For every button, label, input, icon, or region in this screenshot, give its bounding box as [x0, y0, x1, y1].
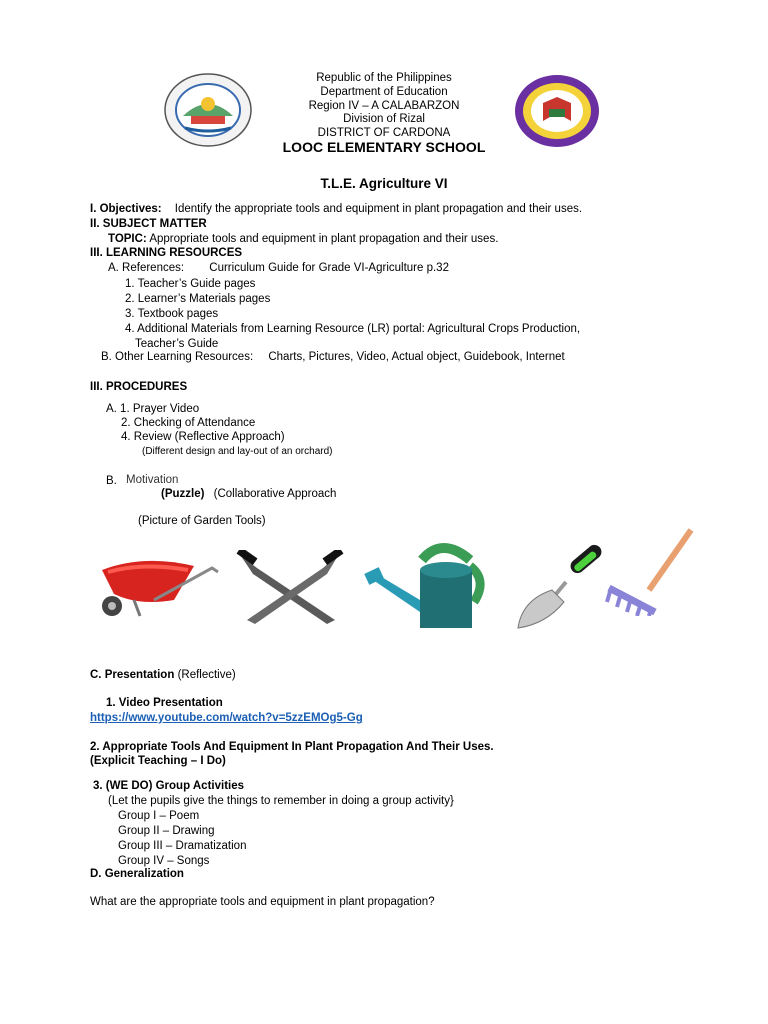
- objectives-label: I. Objectives:: [90, 203, 162, 215]
- procedure-item: 2. Checking of Attendance: [121, 417, 256, 429]
- watering-can-icon: [362, 540, 494, 632]
- references-text: Curriculum Guide for Grade VI-Agriculture p.32: [209, 262, 449, 274]
- resource-item: 2. Learner’s Materials pages: [125, 293, 271, 305]
- group-item: Group I – Poem: [118, 810, 200, 822]
- topic-label: TOPIC:: [108, 233, 147, 245]
- document-title: T.L.E. Agriculture VI: [320, 176, 448, 191]
- resource-item: 1. Teacher’s Guide pages: [125, 278, 256, 290]
- learning-resources-label: III. LEARNING RESOURCES: [90, 247, 243, 259]
- motivation-label: B.: [106, 475, 117, 487]
- group-item: Group IV – Songs: [118, 855, 210, 867]
- rake-icon: [605, 526, 699, 616]
- group-item: Group III – Dramatization: [118, 840, 247, 852]
- header-line: Division of Rizal: [343, 113, 425, 126]
- group-item: Group II – Drawing: [118, 825, 215, 837]
- item2-note: (Explicit Teaching – I Do): [90, 755, 226, 767]
- resource-item: 4. Additional Materials from Learning Resource (LR) portal: Agricultural Crops Production,: [125, 323, 581, 335]
- picture-caption: (Picture of Garden Tools): [138, 515, 266, 527]
- item2-label: 2. Appropriate Tools And Equipment In Plant Propagation And Their Uses.: [90, 741, 494, 753]
- generalization-question: What are the appropriate tools and equipment in plant propagation?: [90, 896, 435, 908]
- presentation-label: C. Presentation: [90, 669, 175, 681]
- resource-item-cont: Teacher’s Guide: [135, 338, 219, 350]
- other-resources-text: Charts, Pictures, Video, Actual object, Guidebook, Internet: [268, 351, 565, 363]
- review-note: (Different design and lay-out of an orchard): [142, 446, 333, 457]
- header-line: DISTRICT OF CARDONA: [317, 127, 451, 140]
- other-resources-label: B. Other Learning Resources:: [101, 351, 254, 363]
- generalization-label: D. Generalization: [90, 868, 184, 880]
- topic-text: Appropriate tools and equipment in plant propagation and their uses.: [149, 233, 499, 245]
- references-label: A. References:: [108, 262, 185, 274]
- item3-note: (Let the pupils give the things to remember in doing a group activity}: [108, 795, 454, 807]
- collab-label: (Collaborative Approach: [213, 488, 337, 500]
- trowel-icon: [512, 544, 608, 632]
- item3-label: 3. (WE DO) Group Activities: [93, 780, 245, 792]
- procedures-label: III. PROCEDURES: [90, 381, 188, 393]
- video-presentation-label: 1. Video Presentation: [106, 697, 223, 709]
- objectives-text: Identify the appropriate tools and equipment in plant propagation and their uses.: [174, 203, 583, 215]
- wheelbarrow-icon: [94, 548, 222, 620]
- puzzle-label: (Puzzle): [161, 488, 205, 500]
- header-line: Department of Education: [320, 85, 448, 98]
- presentation-note: (Reflective): [177, 669, 236, 681]
- bolo-knives-icon: [235, 550, 345, 628]
- video-link[interactable]: https://www.youtube.com/watch?v=5zzEMOg5-Gg: [90, 712, 363, 724]
- header-line: Region IV – A CALABARZON: [308, 99, 460, 112]
- school-name: LOOC ELEMENTARY SCHOOL: [282, 139, 486, 155]
- subject-matter-label: II. SUBJECT MATTER: [90, 218, 207, 230]
- resource-item: 3. Textbook pages: [125, 308, 219, 320]
- header-line: Republic of the Philippines: [316, 72, 452, 84]
- motivation-text: Motivation: [126, 474, 179, 486]
- procedure-item: 4. Review (Reflective Approach): [121, 431, 285, 443]
- procedure-item: A. 1. Prayer Video: [106, 403, 200, 415]
